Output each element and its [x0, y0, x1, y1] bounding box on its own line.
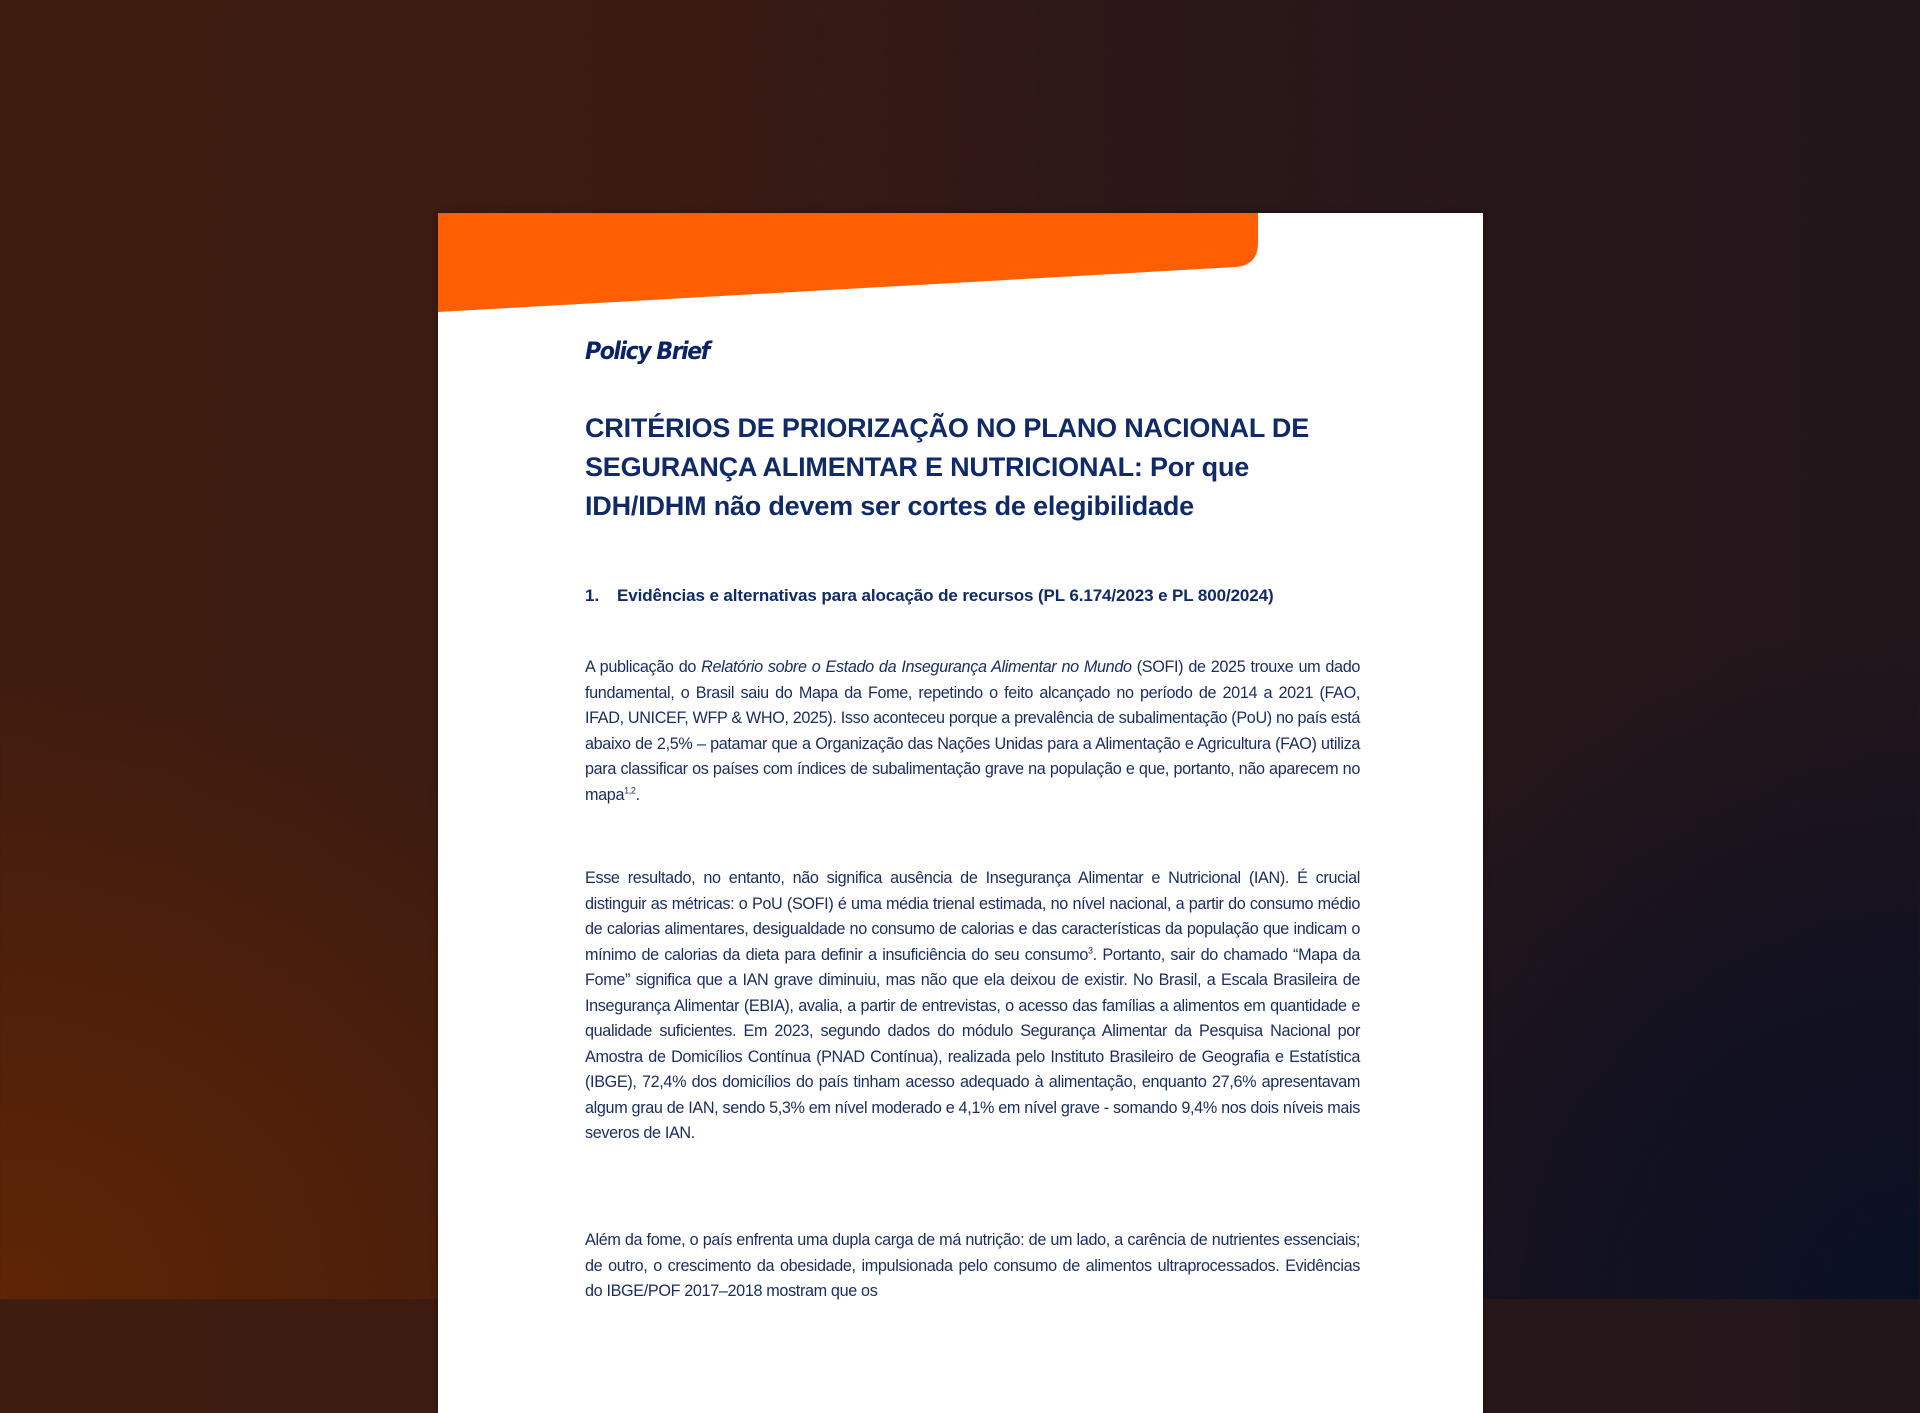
- paragraph-2-text: Esse resultado, no entanto, não significa ausência de Insegurança Alimentar e Nutricional (IAN). É crucial distinguir as métricas: o PoU (SOFI) é uma média trienal estimada, no nível nacional, a partir do consumo médio de calorias alimentares, desigualdade no consumo de calorias e das características da população que indicam o mínimo de calorias da dieta para definir a insuficiência do seu consumo: [585, 869, 1360, 964]
- paragraph-1-text: (SOFI) de 2025 trouxe um dado fundamental, o Brasil saiu do Mapa da Fome, repetindo o feito alcançado no período de 2014 a 2021 (FAO, IFAD, UNICEF, WFP & WHO, 2025). Isso aconteceu porque a prevalência de subalimentação (PoU) no país está abaixo de 2,5% – patamar que a Organização das Nações Unidas para a Alimentação e Agricultura (FAO) utiliza para classificar os países com índices de subalimentação grave na população e que, portanto, não aparecem no mapa: [585, 658, 1360, 804]
- paragraph-3-text: Além da fome, o país enfrenta uma dupla carga de má nutrição: de um lado, a carência de nutrientes essenciais; de outro, o crescimento da obesidade, impulsionada pelo consumo de alimentos ultraprocessados. Evidências do IBGE/POF 2017–2018 mostram que os: [585, 1231, 1360, 1300]
- footnote-ref-3[interactable]: 3: [1088, 945, 1093, 956]
- document-title: CRITÉRIOS DE PRIORIZAÇÃO NO PLANO NACIONAL DE SEGURANÇA ALIMENTAR E NUTRICIONAL: Por que IDH/IDHM não devem ser cortes de elegibilidade: [585, 413, 1310, 521]
- paragraph-2: [585, 866, 1360, 1147]
- paragraph-3: [585, 1228, 1360, 1305]
- paragraph-1: [585, 655, 1360, 808]
- section-heading: [585, 583, 1325, 609]
- orange-header-banner: [438, 213, 1483, 323]
- document-page: [438, 213, 1483, 1413]
- report-title-italic: Relatório sobre o Estado da Insegurança Alimentar no Mundo: [701, 658, 1132, 676]
- section-heading-text: Evidências e alternativas para alocação de recursos (PL 6.174/2023 e PL 800/2024): [617, 586, 1274, 605]
- policy-brief-label: Policy Brief: [585, 337, 709, 365]
- section-number: 1.: [585, 586, 600, 605]
- paragraph-1-lead: A publicação do: [585, 658, 702, 676]
- paragraph-1-end: .: [635, 785, 640, 804]
- footnote-ref-1-2[interactable]: 1,2: [624, 785, 636, 796]
- paragraph-2-continued: . Portanto, sair do chamado “Mapa da Fome” significa que a IAN grave diminuiu, mas não que ela deixou de existir. No Brasil, a Escala Brasileira de Insegurança Alimentar (EBIA), avalia, a partir de entrevistas, o acesso das famílias a alimentos em quantidade e qualidade suficientes. Em 2023, segundo dados do módulo Segurança Alimentar da Pesquisa Nacional por Amostra de Domicílios Contínua (PNAD Contínua), realizada pelo Instituto Brasileiro de Geografia e Estatística (IBGE), 72,4% dos domicílios do país tinham acesso adequado à alimentação, enquanto 27,6% apresentavam algum grau de IAN, sendo 5,3% em nível moderado e 4,1% em nível grave - somando 9,4% nos dois níveis mais severos de IAN.: [585, 945, 1360, 1142]
